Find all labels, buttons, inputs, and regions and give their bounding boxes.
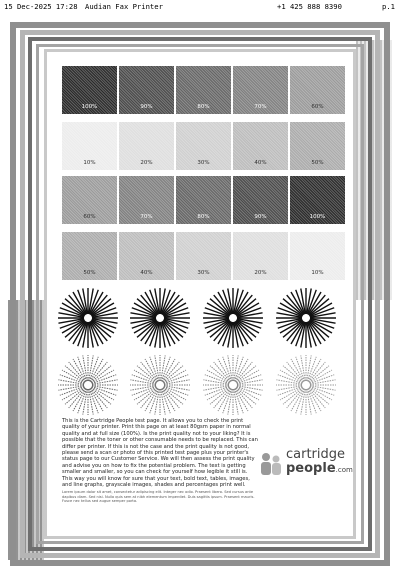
swatch-percent-label: 100% [309,214,326,220]
starburst-1-2 [203,355,263,415]
logo-people-text: people [286,461,336,476]
fax-page-number: p.1 [382,2,395,11]
swatch-percent-label: 80% [197,104,210,110]
swatch-0-1 [119,66,174,114]
swatch-3-4 [290,232,345,280]
swatch-1-0 [62,122,117,170]
swatch-1-4 [290,122,345,170]
starburst-patterns [50,285,350,420]
swatch-percent-label: 40% [140,270,153,276]
swatch-2-0 [62,176,117,224]
starburst-1-3 [276,355,336,415]
swatch-3-2 [176,232,231,280]
fax-header [0,0,400,12]
swatch-2-2 [176,176,231,224]
swatch-percent-label: 80% [197,214,210,220]
fax-phone: +1 425 888 8390 [277,2,342,11]
swatch-percent-label: 90% [254,214,267,220]
swatch-percent-label: 60% [311,104,324,110]
fax-sender: Audian Fax Printer [85,2,163,11]
swatch-percent-label: 10% [83,160,96,166]
swatch-2-4 [290,176,345,224]
swatch-percent-label: 20% [254,270,267,276]
main-paragraph: This is the Cartridge People test page. It allows you to check the print quality of your printer. Print this page on at least 80gsm paper in normal quality and at full size (100%). Is the print quality not to your liking? It is possible that the toner or other consumable needs to be replaced. This can differ per printer. If this is not the case and the print quality is not good, please send a scan or photo of this printed test page plus your printer's status page to our Customer Service. We will then assess the print quality and advise you on how to fix the potential problem. The text is getting smaller and smaller, so you can check for yourself how legible it still is. This way you will know for sure that your text, bold text, tables, images, and line graphs, grayscale images, shades and percentages print well. [62,418,258,489]
fax-date-time: 15 Dec-2025 17:28 [4,2,78,11]
swatch-percent-label: 70% [140,214,153,220]
swatch-percent-label: 10% [311,270,324,276]
people-figures-icon [258,451,284,477]
starburst-0-1 [130,288,190,348]
logo-word-people [286,461,353,476]
swatch-percent-label: 100% [81,104,98,110]
cartridge-people-logo [258,445,353,479]
swatch-percent-label: 50% [311,160,324,166]
swatch-0-0 [62,66,117,114]
fine-print: Lorem ipsum dolor sit amet, consectetur adipiscing elit. Integer nec odio. Praesent libero. Sed cursus ante dapibus diam. Sed nisi. Nulla quis sem at nibh elementum imperdiet. Duis sagittis ipsum. Praesent mauris. Fusce nec tellus sed augue semper porta. [62,490,255,504]
swatch-2-3 [233,176,288,224]
swatch-0-3 [233,66,288,114]
swatch-3-0 [62,232,117,280]
swatch-3-3 [233,232,288,280]
swatch-3-1 [119,232,174,280]
swatch-percent-label: 40% [254,160,267,166]
starburst-1-1 [130,355,190,415]
starburst-0-3 [276,288,336,348]
logo-domain: .com [335,466,353,474]
swatch-1-3 [233,122,288,170]
swatch-1-2 [176,122,231,170]
swatch-percent-label: 30% [197,270,210,276]
swatch-percent-label: 90% [140,104,153,110]
swatch-percent-label: 50% [83,270,96,276]
swatch-2-1 [119,176,174,224]
starburst-0-0 [58,288,118,348]
swatch-1-1 [119,122,174,170]
starburst-1-0 [58,355,118,415]
starburst-0-2 [203,288,263,348]
swatch-0-4 [290,66,345,114]
swatch-0-2 [176,66,231,114]
swatch-percent-label: 70% [254,104,267,110]
logo-word-cartridge: cartridge [286,447,346,462]
swatch-percent-label: 60% [83,214,96,220]
swatch-percent-label: 20% [140,160,153,166]
swatch-percent-label: 30% [197,160,210,166]
